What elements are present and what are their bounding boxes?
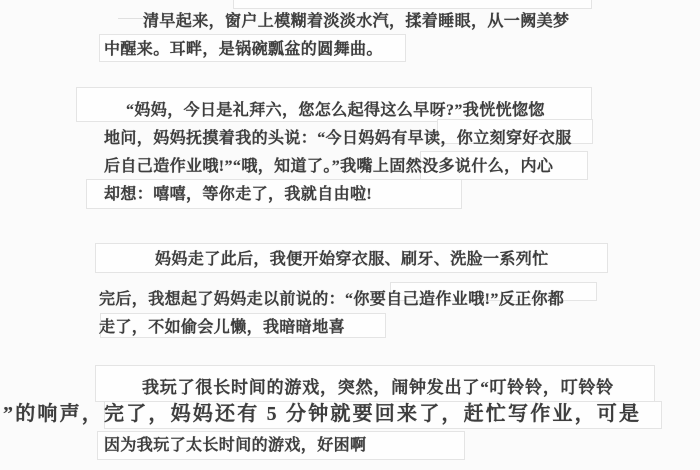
essay-line: 地问，妈妈抚摸着我的头说：“今日妈妈有早读，你立刻穿好衣服: [104, 130, 572, 147]
essay-line: 却想：嘻嘻，等你走了，我就自由啦!: [104, 186, 373, 203]
essay-line: 中醒来。耳畔，是锅碗瓢盆的圆舞曲。: [104, 41, 383, 58]
essay-line: ”的响声，完了，妈妈还有 5 分钟就要回来了，赶忙写作业，可是: [3, 403, 642, 425]
text-highlight-box: [233, 0, 592, 9]
essay-line: “妈妈，今日是礼拜六，您怎么起得这么早呀?”我恍恍惚惚: [126, 102, 545, 119]
essay-line: 后自己造作业哦!”“哦，知道了。”我嘴上固然没多说什么，内心: [104, 158, 554, 175]
box-edge-fragment: [118, 18, 143, 19]
essay-line: 妈妈走了此后，我便开始穿衣服、刷牙、洗脸一系列忙: [155, 251, 549, 268]
essay-line: 我玩了很长时间的游戏，突然，闹钟发出了“叮铃铃，叮铃铃: [142, 378, 615, 397]
essay-line: 完后，我想起了妈妈走以前说的：“你要自己造作业哦!”反正你都: [99, 291, 565, 308]
essay-line: 走了，不如偷会儿懒，我暗暗地喜: [99, 319, 346, 336]
essay-line: 清早起来，窗户上模糊着淡淡水汽，揉着睡眼，从一阙美梦: [143, 13, 570, 30]
essay-line: 因为我玩了太长时间的游戏，好困啊: [104, 437, 367, 454]
